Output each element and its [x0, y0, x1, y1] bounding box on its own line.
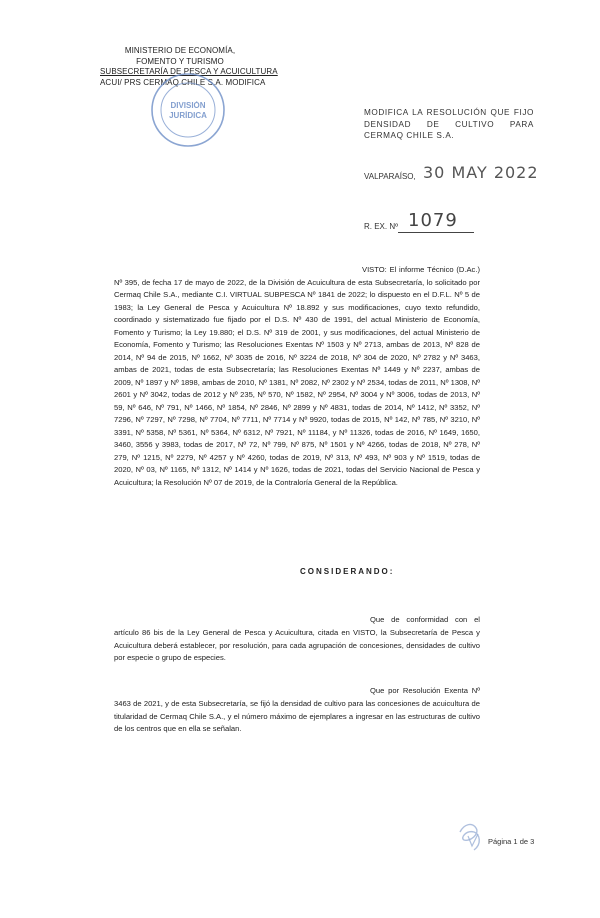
- paragraph-2-lead: Que por Resolución Exenta Nº 3463 de: [114, 686, 480, 708]
- resolution-number-label: R. EX. Nº: [364, 222, 399, 231]
- paragraph-1-lead: Que de conformidad con el artículo 86 bis: [114, 615, 480, 637]
- paragraph-2-body: 2021, y de esta Subsecretaría, se fijó la densidad de cultivo para las concesiones de acuicultura de titularidad de Cermaq Chile S.A., y el número máximo de ejemplares a ingresar en las estructuras de cultivo de los centros que en ella se señalan.: [114, 698, 480, 734]
- stamp-line-1: DIVISIÓN: [170, 101, 206, 110]
- page-number: Página 1 de 3: [488, 837, 535, 846]
- handwritten-initials: [454, 818, 490, 858]
- header-line-3: SUBSECRETARÍA DE PESCA Y ACUICULTURA: [100, 67, 278, 76]
- resolution-number: 1079: [408, 210, 458, 231]
- visto-body: fecha 17 de mayo de 2022, de la División de Acuicultura de esta Subsecretaría, lo solicitado por Cermaq Chile S.A., mediante C.I. VIRTUAL SUBPESCA Nº 1841 de 2022; lo dispuesto en el D.F.L. Nº 5 de 1983; la Ley General de Pesca y Acuicultura Nº 18.892 y sus modificaciones, cuyo texto refundido, coordinado y sistematizado fue fijado por el D.S. Nº 430 de 1991, del actual Ministerio de Economía, Fomento y Turismo; la Ley 19.880; el D.S. Nº 319 de 2001, y sus modificaciones, del actual Ministerio de Economía, Fomento y Turismo; las Resoluciones Exentas Nº 1503 y Nº 2713, ambas de 2013, Nº 828 de 2014, Nº 94 de 2015, Nº 1662, Nº 3035 de 2016, Nº 3224 de 2018, Nº 304 de 2020, Nº 2782 y Nº 3463, ambas de 2021, todas de esta Subsecretaría; las Resoluciones Exentas Nº 1449 y Nº 2237, ambas de 2009, Nº 1897 y Nº 1898, ambas de 2010, Nº 1381, Nº 2082, Nº 2302 y Nº 2534, todas de 2011, Nº 1308, Nº 2601 y Nº 3042, todas de 2012 y Nº 235, Nº 570, Nº 1582, Nº 2954, Nº 3004 y Nº 3006, todas de 2013, Nº 59, Nº 646, Nº 791, Nº 1466, Nº 1854, Nº 2846, Nº 2899 y Nº 4831, todas de 2014, Nº 1412, Nº 3352, Nº 7296, Nº 7297, Nº 7298, Nº 7704, Nº 7711, Nº 7714 y Nº 9920, todas de 2015, Nº 142, Nº 785, Nº 3210, Nº 3391, Nº 5358, Nº 5361, Nº 5364, Nº 6312, Nº 7921, Nº 11184, y Nº 11326, todas de 2016, Nº 1649, 1650, 3460, 3556 y 3983, todas de 2017, Nº 72, Nº 799, Nº 875, Nº 1501 y Nº 4266, todas de 2018, Nº 278, Nº 279, Nº 1215, Nº 2279, Nº 4257 y Nº 4260, todas de 2019, Nº 313, Nº 493, Nº 903 y Nº 1519, todas de 2020, Nº 03, Nº 1165, Nº 1312, Nº 1414 y Nº 1626, todas de 2021, todas del Servicio Nacional de Pesca y Acuicultura; la Resolución Nº 07 de 2019, de la Contraloría General de la República.: [114, 277, 480, 487]
- stamped-date: 30 MAY 2022: [423, 163, 539, 182]
- stamp-line-2: JURÍDICA: [169, 111, 207, 120]
- header-line-1: MINISTERIO DE ECONOMÍA,: [124, 46, 236, 55]
- resolution-subject: MODIFICA LA RESOLUCIÓN QUE FIJO DENSIDAD DE CULTIVO PARA CERMAQ CHILE S.A.: [364, 108, 534, 140]
- division-juridica-stamp: [148, 70, 228, 150]
- paragraph-1-body: de la Ley General de Pesca y Acuicultura, citada en VISTO, la Subsecretaría de Pesca y Acuicultura deberá establecer, por resolución, para cada agrupación de concesiones, densidades de cultivo por especie o grupo de especies.: [114, 627, 480, 663]
- place-label: VALPARAÍSO,: [364, 172, 416, 181]
- resolution-number-underline: [398, 232, 474, 233]
- visto-lead: VISTO: El informe Técnico (D.Ac.) Nº 395, de: [114, 265, 480, 287]
- considerando-paragraph-1: [114, 614, 480, 665]
- visto-section: [114, 264, 480, 489]
- header-line-4: ACUI/ PRS CERMAQ CHILE S.A. MODIFICA: [100, 77, 266, 87]
- considerando-paragraph-2: [114, 685, 480, 736]
- considerando-title: CONSIDERANDO:: [300, 567, 395, 576]
- header-line-2: FOMENTO Y TURISMO: [136, 56, 224, 66]
